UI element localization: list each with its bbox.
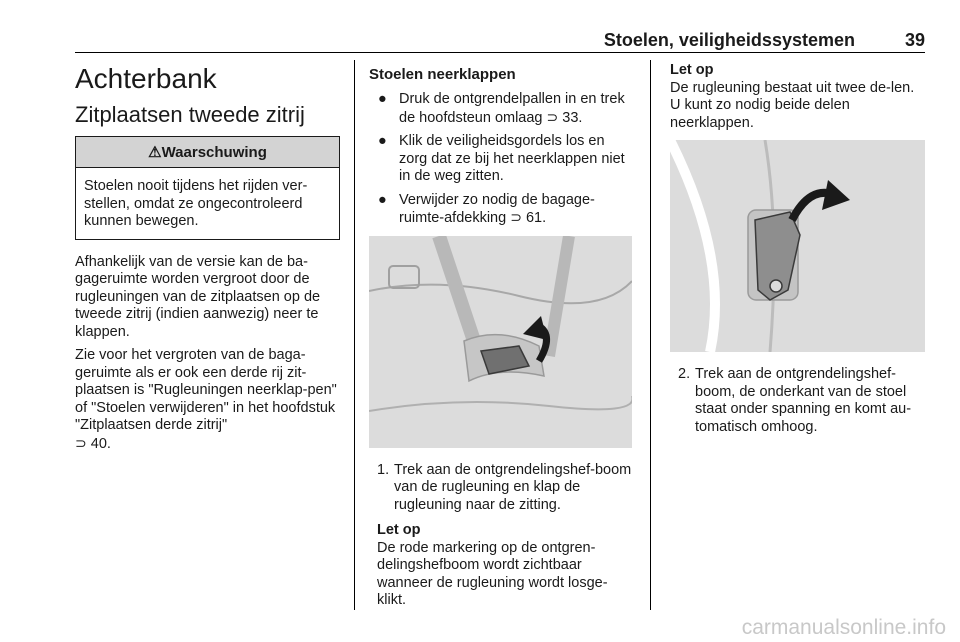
warning-box xyxy=(75,136,340,240)
watermark: carmanualsonline.info xyxy=(741,616,946,639)
paragraph xyxy=(75,347,340,453)
reference-icon: ⊃ xyxy=(75,434,87,451)
warning-icon: ⚠ xyxy=(148,144,162,161)
note-title: Let op xyxy=(670,62,714,78)
list-item xyxy=(369,133,632,186)
seat-lever-closeup-illustration xyxy=(670,140,925,352)
note xyxy=(670,62,925,132)
list-item-text: Druk de ontgrendelpallen in en trek de hoofdsteun omlaag xyxy=(399,91,625,126)
seat-release-lever-illustration xyxy=(369,236,632,448)
subheading: Zitplaatsen tweede zitrij xyxy=(75,102,305,127)
warning-header xyxy=(76,137,339,168)
step-number: 1. xyxy=(377,461,390,478)
note xyxy=(369,522,632,610)
list-item-text: Verwijder zo nodig de bagage-ruimte-afdekking xyxy=(399,191,595,226)
warning-text: Stoelen nooit tijdens het rijden ver-stellen, omdat ze ongecontroleerd kunnen bewegen. xyxy=(84,178,308,229)
page-reference[interactable]: 40. xyxy=(90,435,111,452)
bullet-icon: ● xyxy=(378,91,387,107)
page-number: 39 xyxy=(904,30,925,50)
column-divider xyxy=(354,60,355,610)
bullet-icon: ● xyxy=(378,133,387,149)
list-item xyxy=(369,192,632,228)
section-heading: Stoelen neerklappen xyxy=(369,66,516,83)
step-number: 2. xyxy=(678,366,691,382)
reference-icon: ⊃ xyxy=(546,108,559,125)
note-title: Let op xyxy=(377,522,421,538)
note-text: De rode markering op de ontgren-delingshefboom wordt zichtbaar wanneer de rugleuning wordt losge-klikt. xyxy=(377,539,608,608)
list-item xyxy=(369,91,632,127)
reference-icon: ⊃ xyxy=(510,209,522,225)
page-reference[interactable]: 33. xyxy=(562,109,583,126)
note-text: De rugleuning bestaat uit twee de-len. U kunt zo nodig beide delen neerklappen. xyxy=(670,79,915,131)
section-title: Stoelen, veiligheidssystemen xyxy=(603,30,855,50)
step-text: Trek aan de ontgrendelingshef-boom, de onderkant van de stoel staat onder spanning en komt au-tomatisch omhoog. xyxy=(695,366,912,435)
step-text: Trek aan de ontgrendelingshef-boom van de rugleuning en klap de rugleuning naar de zitting. xyxy=(394,461,632,513)
bullet-icon: ● xyxy=(378,191,387,208)
column-right xyxy=(670,62,925,444)
list-item-text: Klik de veiligheidsgordels los en zorg dat ze bij het neerklappen niet in de weg zitten. xyxy=(399,133,625,184)
step-1 xyxy=(369,462,632,515)
running-header xyxy=(75,30,925,50)
column-left xyxy=(75,62,340,459)
header-rule xyxy=(75,52,925,53)
page-reference[interactable]: 61. xyxy=(525,210,547,226)
step-2 xyxy=(670,366,925,436)
column-middle xyxy=(369,62,632,616)
warning-title: Waarschuwing xyxy=(161,144,267,161)
column-divider xyxy=(650,60,651,610)
page-heading: Achterbank xyxy=(75,63,217,94)
paragraph-text: Zie voor het vergroten van de baga-geruimte als er ook een derde rij zit-plaatsen is "Rugleuningen neerklap-pen" of "Stoelen verwijderen" in het hoofdstuk "Zitplaatsen derde zitrij" xyxy=(75,347,337,433)
paragraph: Afhankelijk van de versie kan de ba-gageruimte worden vergroot door de rugleuningen van de zitplaatsen op de tweede zitrij (indien aanwezig) neer te klappen. xyxy=(75,253,321,340)
